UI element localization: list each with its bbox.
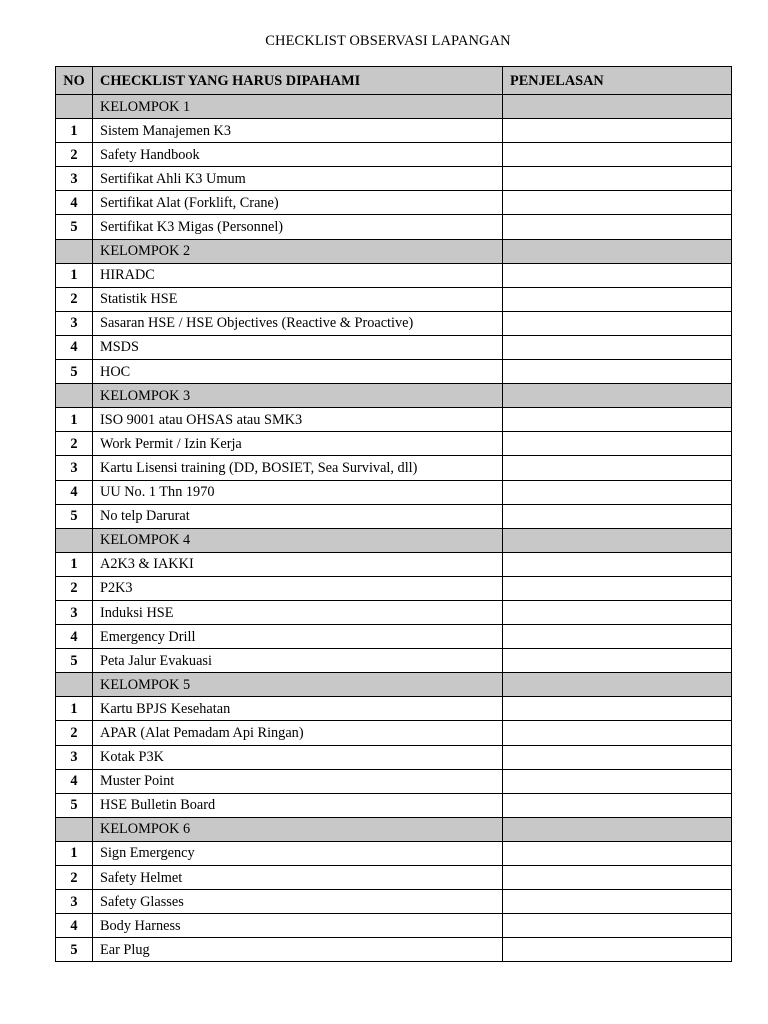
table-row <box>56 408 732 432</box>
row-number: 3 <box>56 456 93 480</box>
header-checklist: CHECKLIST YANG HARUS DIPAHAMI <box>93 67 503 95</box>
group-label: KELOMPOK 5 <box>93 673 503 697</box>
group-no-cell <box>56 384 93 408</box>
row-checklist-item: Sertifikat Alat (Forklift, Crane) <box>93 191 503 215</box>
table-row <box>56 576 732 600</box>
group-no-cell <box>56 95 93 119</box>
row-checklist-item: Muster Point <box>93 769 503 793</box>
row-checklist-item: UU No. 1 Thn 1970 <box>93 480 503 504</box>
row-checklist-item: HIRADC <box>93 263 503 287</box>
row-penjelasan <box>503 625 732 649</box>
group-row <box>56 384 732 408</box>
row-number: 5 <box>56 793 93 817</box>
row-penjelasan <box>503 167 732 191</box>
table-row <box>56 769 732 793</box>
row-checklist-item: Sertifikat K3 Migas (Personnel) <box>93 215 503 239</box>
row-number: 5 <box>56 649 93 673</box>
table-row <box>56 504 732 528</box>
row-checklist-item: Kartu BPJS Kesehatan <box>93 697 503 721</box>
table-row <box>56 866 732 890</box>
table-row <box>56 480 732 504</box>
row-number: 1 <box>56 697 93 721</box>
row-penjelasan <box>503 215 732 239</box>
row-number: 3 <box>56 745 93 769</box>
row-checklist-item: Sign Emergency <box>93 841 503 865</box>
row-checklist-item: Safety Handbook <box>93 143 503 167</box>
row-penjelasan <box>503 890 732 914</box>
row-penjelasan <box>503 600 732 624</box>
table-row <box>56 263 732 287</box>
row-penjelasan <box>503 745 732 769</box>
table-row <box>56 841 732 865</box>
table-row <box>56 143 732 167</box>
row-number: 4 <box>56 191 93 215</box>
row-number: 2 <box>56 866 93 890</box>
row-checklist-item: A2K3 & IAKKI <box>93 552 503 576</box>
group-label: KELOMPOK 3 <box>93 384 503 408</box>
row-checklist-item: Statistik HSE <box>93 287 503 311</box>
row-number: 2 <box>56 143 93 167</box>
row-number: 1 <box>56 408 93 432</box>
row-penjelasan <box>503 938 732 962</box>
group-label: KELOMPOK 4 <box>93 528 503 552</box>
group-no-cell <box>56 239 93 263</box>
table-row <box>56 697 732 721</box>
row-penjelasan <box>503 866 732 890</box>
row-penjelasan <box>503 793 732 817</box>
row-penjelasan <box>503 914 732 938</box>
table-row <box>56 745 732 769</box>
row-penjelasan <box>503 552 732 576</box>
table-row <box>56 649 732 673</box>
checklist-table <box>55 66 732 962</box>
row-number: 4 <box>56 625 93 649</box>
row-checklist-item: HOC <box>93 360 503 384</box>
group-label: KELOMPOK 2 <box>93 239 503 263</box>
row-penjelasan <box>503 191 732 215</box>
row-penjelasan <box>503 769 732 793</box>
row-checklist-item: Safety Helmet <box>93 866 503 890</box>
table-row <box>56 311 732 335</box>
row-penjelasan <box>503 287 732 311</box>
row-checklist-item: P2K3 <box>93 576 503 600</box>
row-penjelasan <box>503 576 732 600</box>
group-row <box>56 673 732 697</box>
table-row <box>56 456 732 480</box>
group-label: KELOMPOK 6 <box>93 817 503 841</box>
row-number: 3 <box>56 311 93 335</box>
row-penjelasan <box>503 432 732 456</box>
group-row <box>56 95 732 119</box>
table-row <box>56 938 732 962</box>
row-checklist-item: Body Harness <box>93 914 503 938</box>
row-penjelasan <box>503 697 732 721</box>
row-checklist-item: Work Permit / Izin Kerja <box>93 432 503 456</box>
table-row <box>56 360 732 384</box>
row-penjelasan <box>503 143 732 167</box>
row-number: 2 <box>56 432 93 456</box>
row-penjelasan <box>503 335 732 359</box>
group-desc-cell <box>503 528 732 552</box>
table-row <box>56 215 732 239</box>
row-number: 2 <box>56 287 93 311</box>
row-checklist-item: Sistem Manajemen K3 <box>93 119 503 143</box>
table-row <box>56 119 732 143</box>
row-checklist-item: Safety Glasses <box>93 890 503 914</box>
row-penjelasan <box>503 360 732 384</box>
group-row <box>56 528 732 552</box>
row-number: 1 <box>56 552 93 576</box>
row-checklist-item: Kotak P3K <box>93 745 503 769</box>
row-penjelasan <box>503 721 732 745</box>
table-row <box>56 721 732 745</box>
table-body <box>56 95 732 962</box>
header-penjelasan: PENJELASAN <box>503 67 732 95</box>
row-number: 4 <box>56 335 93 359</box>
table-row <box>56 890 732 914</box>
row-number: 5 <box>56 938 93 962</box>
row-penjelasan <box>503 263 732 287</box>
group-desc-cell <box>503 384 732 408</box>
row-number: 1 <box>56 263 93 287</box>
group-row <box>56 817 732 841</box>
group-desc-cell <box>503 673 732 697</box>
row-penjelasan <box>503 504 732 528</box>
row-number: 4 <box>56 480 93 504</box>
row-penjelasan <box>503 480 732 504</box>
row-number: 5 <box>56 215 93 239</box>
row-number: 5 <box>56 504 93 528</box>
row-checklist-item: Emergency Drill <box>93 625 503 649</box>
row-checklist-item: HSE Bulletin Board <box>93 793 503 817</box>
row-number: 1 <box>56 841 93 865</box>
row-checklist-item: Induksi HSE <box>93 600 503 624</box>
table-row <box>56 552 732 576</box>
header-row <box>56 67 732 95</box>
table-row <box>56 335 732 359</box>
row-number: 2 <box>56 576 93 600</box>
row-checklist-item: Peta Jalur Evakuasi <box>93 649 503 673</box>
row-penjelasan <box>503 649 732 673</box>
group-no-cell <box>56 528 93 552</box>
row-number: 3 <box>56 600 93 624</box>
group-desc-cell <box>503 239 732 263</box>
group-no-cell <box>56 673 93 697</box>
row-penjelasan <box>503 311 732 335</box>
group-label: KELOMPOK 1 <box>93 95 503 119</box>
row-penjelasan <box>503 408 732 432</box>
group-desc-cell <box>503 95 732 119</box>
row-number: 2 <box>56 721 93 745</box>
row-checklist-item: Sertifikat Ahli K3 Umum <box>93 167 503 191</box>
row-checklist-item: No telp Darurat <box>93 504 503 528</box>
table-row <box>56 191 732 215</box>
row-penjelasan <box>503 456 732 480</box>
table-row <box>56 432 732 456</box>
row-checklist-item: MSDS <box>93 335 503 359</box>
row-checklist-item: Ear Plug <box>93 938 503 962</box>
row-checklist-item: ISO 9001 atau OHSAS atau SMK3 <box>93 408 503 432</box>
header-no: NO <box>56 67 93 95</box>
table-row <box>56 167 732 191</box>
group-desc-cell <box>503 817 732 841</box>
row-penjelasan <box>503 119 732 143</box>
row-number: 4 <box>56 914 93 938</box>
table-row <box>56 625 732 649</box>
table-header <box>56 67 732 95</box>
table-row <box>56 287 732 311</box>
row-checklist-item: APAR (Alat Pemadam Api Ringan) <box>93 721 503 745</box>
row-number: 4 <box>56 769 93 793</box>
row-number: 3 <box>56 890 93 914</box>
group-no-cell <box>56 817 93 841</box>
page-title: CHECKLIST OBSERVASI LAPANGAN <box>265 33 511 49</box>
table-row <box>56 793 732 817</box>
table-row <box>56 600 732 624</box>
row-number: 5 <box>56 360 93 384</box>
row-penjelasan <box>503 841 732 865</box>
row-number: 3 <box>56 167 93 191</box>
row-checklist-item: Kartu Lisensi training (DD, BOSIET, Sea Survival, dll) <box>93 456 503 480</box>
table-row <box>56 914 732 938</box>
row-checklist-item: Sasaran HSE / HSE Objectives (Reactive & Proactive) <box>93 311 503 335</box>
row-number: 1 <box>56 119 93 143</box>
group-row <box>56 239 732 263</box>
